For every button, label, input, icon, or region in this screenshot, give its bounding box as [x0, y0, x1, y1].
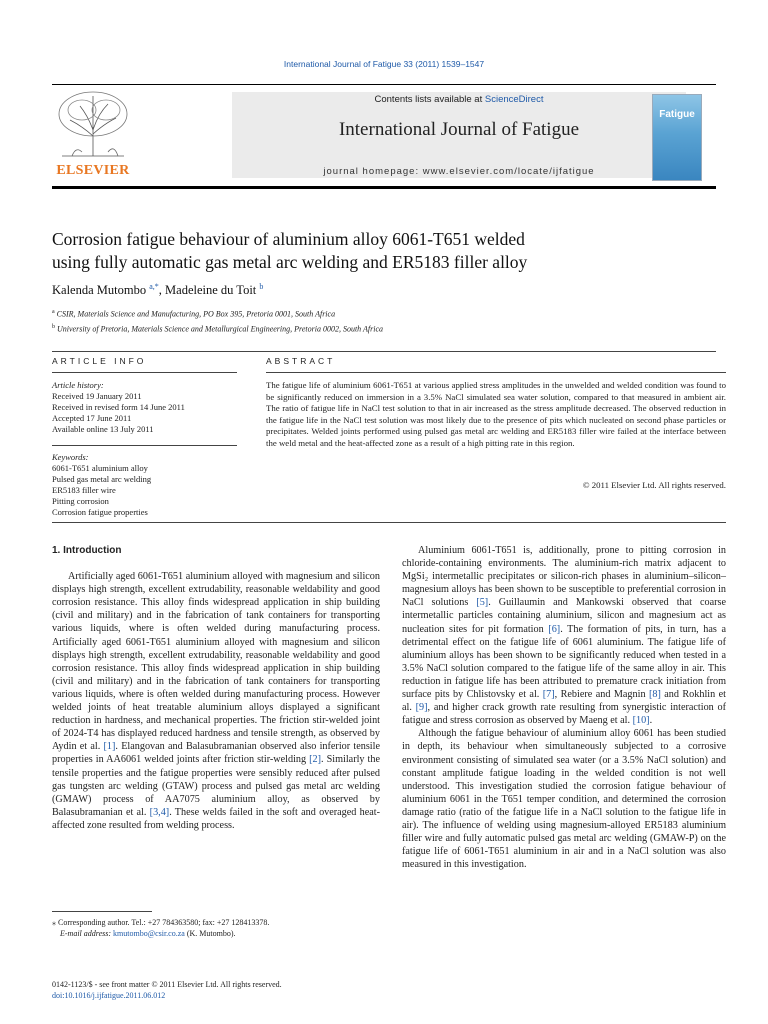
article-history	[52, 380, 237, 435]
keyword-item: Pitting corrosion	[52, 496, 109, 506]
reference-link[interactable]: [1]	[103, 741, 116, 753]
abstract-text: The fatigue life of aluminium 6061-T651 at various applied stress amplitudes in the unwelded and welded condition was found to be significantly reduced on immersion in a 3.5% NaCl simulated sea water solution, compared to that measured in ambient air. The ratio of fatigue life in NaCl test solution to that in air increased as the stress amplitude decreased. The observed reduction in the fatigue life in the NaCl test solution was most likely due to the presence of pits which nucleated on second phase particles or precipitates. Welded joints performed using pulsed gas metal arc welding and ER5183 filler wire failed at the interface between the weld metal and the heat-affected zone as a result of a high pitting rate in this region.	[266, 380, 726, 448]
footnote-star: ⁎	[52, 918, 56, 927]
body-column-right	[402, 544, 726, 871]
keyword-item: Pulsed gas metal arc welding	[52, 474, 152, 484]
body-paragraph: Although the fatigue behaviour of aluminium alloy 6061 has been studied in depth, its behaviour when simultaneously subjected to a corrosive environment consisting of simulated sea water (or a 3.5% NaCl solution) and constant amplitude fatigue loading in the welded condition is not well understood. This investigation studied the corrosion fatigue behaviour of aluminium 6061 in the T651 temper condition, and determined the corrosion damage ratio (ratio of the fatigue life in a NaCl solution to the fatigue life in air). The influence of welding using magnesium-alloyed ER5183 aluminium filler wire and fully automatic pulsed gas metal arc welding (GMAW-P) on the fatigue life of 6061-T651 aluminium in air and in a NaCl solution was also measured in this investigation.	[402, 728, 726, 871]
body-text: . Similarly the tensile properties and the fatigue properties were sensibly reduced after pulsed gas tungsten arc welding (GTAW) process and pulsed gas metal arc welding (GMAW) process of AA7075 aluminium alloy, as observed by Balasubramanian et al.	[52, 754, 380, 818]
body-text: and Rokhlin et al.	[402, 689, 726, 714]
footnote-rule	[52, 911, 152, 912]
keywords	[52, 452, 237, 518]
affiliation-b	[52, 321, 383, 336]
reference-link[interactable]: [2]	[309, 754, 322, 766]
abstract-rule	[266, 372, 726, 373]
journal-name: International Journal of Fatigue	[338, 119, 580, 140]
reference-link[interactable]: [5]	[476, 597, 489, 609]
keyword-item: Corrosion fatigue properties	[52, 507, 148, 517]
history-accepted: Accepted 17 June 2011	[52, 413, 132, 423]
journal-homepage[interactable]: journal homepage: www.elsevier.com/locate/ijfatigue	[323, 166, 595, 177]
cover-title: Fatigue	[659, 109, 695, 120]
journal-cover-thumbnail	[652, 94, 702, 181]
abstract-label: ABSTRACT	[266, 356, 336, 366]
journal-citation[interactable]: International Journal of Fatigue 33 (2011) 1539–1547	[283, 59, 485, 69]
journal-header	[52, 86, 716, 182]
keywords-rule	[52, 445, 237, 446]
affiliation-text: CSIR, Materials Science and Manufacturing, PO Box 395, Pretoria 0001, South Africa	[56, 309, 336, 319]
corresponding-author-footnote	[52, 917, 392, 939]
body-text: , and higher crack growth rate resulting from synergistic interaction of fatigue and stress corrosion as observed by Maeng et al.	[402, 702, 726, 727]
affiliation-a	[52, 306, 383, 321]
author-affiliation-marker[interactable]: a,*	[149, 282, 159, 291]
affiliations	[52, 306, 383, 335]
page-footer	[52, 979, 282, 1001]
affiliation-text: University of Pretoria, Materials Science and Metallurgical Engineering, Pretoria 0002, South Africa	[57, 324, 384, 334]
contents-prefix: Contents lists available at	[374, 94, 485, 105]
article-title-line2: using fully automatic gas metal arc welding and ER5183 filler alloy	[52, 252, 528, 272]
history-online: Available online 13 July 2011	[52, 424, 154, 434]
email-suffix: (K. Mutombo).	[184, 929, 236, 938]
elsevier-wordmark: ELSEVIER	[56, 163, 130, 178]
reference-link[interactable]: [6]	[548, 623, 561, 635]
body-text: . Elangovan and Balasubramanian observed also inferior tensile properties in AA6061 welded joints after friction stir-welding	[52, 741, 380, 766]
abstract-bottom-rule	[52, 522, 726, 523]
article-info-label: ARTICLE INFO	[52, 356, 147, 366]
abstract-copyright: © 2011 Elsevier Ltd. All rights reserved.	[582, 480, 726, 490]
keyword-item: 6061-T651 aluminium alloy	[52, 463, 148, 473]
article-title-line1: Corrosion fatigue behaviour of aluminium alloy 6061-T651 welded	[52, 229, 525, 249]
author-affiliation-marker[interactable]: b	[259, 282, 264, 291]
body-column-left	[52, 544, 380, 832]
body-text: . These welds failed in the soft and overaged heat-affected zone resulted from welding process.	[52, 806, 380, 831]
body-text: Artificially aged 6061-T651 aluminium alloyed with magnesium and silicon displays high strength, excellent extrudability, reasonable weldability and good corrosion resistance. This alloy finds widespread application in ship building (civil and military) and in the fabrication of tank containers for transporting various liquids, where is often welded during manufacturing process. Artificially aged 6061-T651 aluminium alloyed with magnesium and silicon displays high strength, excellent extrudability, reasonable weldability and good corrosion resistance. This alloy finds widespread application in ship building (civil and military) and in the fabrication of tank containers for transporting various liquids, where is often welded during manufacturing process. However welded joints of heat treatable aluminium alloys displayed a significant reduction in hardness, and mechanical properties. The friction stir-welded joint of 2024-T4 has displayed reduced hardness and tensile strength, as observed by Aydin et al.	[52, 571, 380, 753]
author-name: Kalenda Mutombo	[52, 283, 147, 298]
email-label: E-mail address:	[60, 929, 114, 938]
keywords-heading: Keywords:	[52, 452, 89, 462]
body-text: . The formation of pits, in turn, has a detrimental effect on the fatigue life of 6061 aluminium. The fatigue life of aluminium alloys has been shown to be significantly reduced when tested in a 3.5% NaCl solution compared to the fatigue life of the same alloy in air. This reduction in fatigue life has been attributed to premature crack initiation from surface pits by Chlistovsky et al.	[402, 623, 726, 701]
body-paragraph	[52, 570, 380, 832]
reference-link[interactable]: [10]	[632, 715, 650, 727]
article-title	[52, 228, 672, 274]
body-text: .	[649, 715, 653, 727]
keyword-item: ER5183 filler wire	[52, 485, 116, 495]
sciencedirect-link[interactable]: ScienceDirect	[484, 94, 544, 105]
doi-link[interactable]: doi:10.1016/j.ijfatigue.2011.06.012	[52, 991, 166, 1000]
section-heading-introduction: 1. Introduction	[52, 545, 122, 556]
body-text: . Guillaumin and Mankowski observed that coarse intermetallic particles containing aluminium, silicon and magnesium act as nucleation sites for pit formation	[402, 597, 726, 635]
reference-link[interactable]: [9]	[415, 702, 428, 714]
contents-availability	[232, 94, 686, 105]
affiliation-marker: b	[52, 323, 55, 330]
author-list	[52, 282, 263, 298]
affiliation-marker: a	[52, 309, 55, 315]
history-revised: Received in revised form 14 June 2011	[52, 402, 185, 412]
section-rule	[52, 351, 716, 352]
article-info-rule	[52, 372, 237, 373]
header-top-rule	[52, 84, 716, 85]
author-separator: ,	[158, 283, 166, 298]
reference-link[interactable]: [3,4]	[149, 806, 170, 818]
body-text: , Rebiere and Magnin	[554, 689, 649, 701]
email-link[interactable]: kmutombo@csir.co.za	[113, 929, 185, 938]
author-name: Madeleine du Toit	[165, 283, 257, 298]
header-bottom-rule	[52, 186, 716, 189]
footnote-contact: Corresponding author. Tel.: +27 784363580; fax: +27 128413378.	[56, 918, 270, 927]
elsevier-tree-logo-icon	[52, 86, 134, 182]
history-heading: Article history:	[52, 380, 104, 390]
issn-line: 0142-1123/$ - see front matter © 2011 Elsevier Ltd. All rights reserved.	[52, 980, 282, 989]
body-text: Aluminium 6061-T651 is, additionally, prone to pitting corrosion in chloride-containing environments. The aluminium-rich matrix adjacent to MgSi₂ intermetallic precipitates or silicon-rich phases in aluminium–silicon–magnesium alloys has been shown to be susceptible to preferential corrosion in NaCl solutions	[402, 545, 726, 609]
history-received: Received 19 January 2011	[52, 391, 142, 401]
body-paragraph	[402, 544, 726, 727]
reference-link[interactable]: [7]	[542, 689, 555, 701]
reference-link[interactable]: [8]	[648, 689, 661, 701]
